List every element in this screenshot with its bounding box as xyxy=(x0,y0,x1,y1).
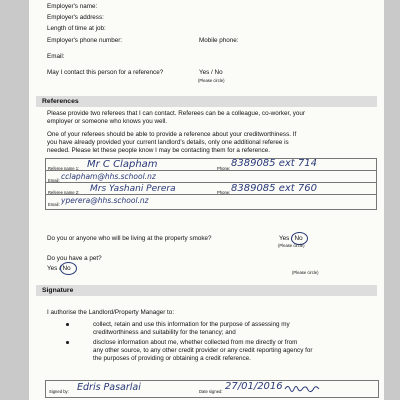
signed-by-value[interactable]: Edris Pasarlai xyxy=(77,382,141,393)
references-credit-line-2: you have already provided your current landlord's details, only one additional referee is xyxy=(47,139,289,146)
authorise-item-1-line-2: creditworthiness and suitability for the tenancy; and xyxy=(93,329,236,336)
employer-phone-label: Employer's phone number: xyxy=(47,37,123,44)
referee-2-name-label: Referee name 2: xyxy=(48,190,80,195)
employer-address-label: Employer's address: xyxy=(47,14,104,21)
authorise-item-2-line-3: the purposes of providing or obtaining a credit reference. xyxy=(93,355,251,362)
authorise-item-1-line-1: collect, retain and use this information for the purpose of assessing my xyxy=(93,321,290,328)
email-label: Email: xyxy=(47,53,65,60)
smoke-options: Yes / No xyxy=(279,235,303,242)
pet-answer-circle xyxy=(60,262,77,275)
smoke-hint: (Please circle) xyxy=(278,243,305,248)
contact-permission-options: Yes / No xyxy=(199,69,223,76)
date-signed-label: Date signed: xyxy=(199,389,223,394)
referee-row-divider xyxy=(45,182,376,183)
application-form-page xyxy=(29,0,384,400)
references-intro-line-2: employer or someone who knows you well. xyxy=(47,118,168,125)
referee-2-phone-value[interactable]: 8389085 ext 760 xyxy=(231,183,317,194)
references-section-header: References xyxy=(36,96,377,107)
referee-2-name-value[interactable]: Mrs Yashani Perera xyxy=(90,184,176,194)
referee-2-email-value[interactable]: yperera@hhs.school.nz xyxy=(61,196,149,205)
referee-1-email-value[interactable]: cclapham@hhs.school.nz xyxy=(61,172,156,181)
employer-name-label: Employer's name: xyxy=(47,3,98,10)
date-signed-value[interactable]: 27/01/2016 xyxy=(225,381,283,392)
handwritten-signature xyxy=(282,383,322,395)
pet-hint: (Please circle) xyxy=(292,270,319,275)
referee-1-email-label: Email: xyxy=(48,178,60,183)
referee-2-phone-label: Phone: xyxy=(217,190,231,195)
mobile-phone-label: Mobile phone: xyxy=(199,37,239,44)
contact-permission-hint: (Please circle) xyxy=(198,78,225,83)
referee-2-email-label: Email: xyxy=(48,202,60,207)
length-of-time-label: Length of time at job: xyxy=(47,25,106,32)
smoke-question: Do you or anyone who will be living at the property smoke? xyxy=(47,235,212,242)
referee-row-divider xyxy=(45,194,376,195)
pet-question: Do you have a pet? xyxy=(47,255,102,262)
signature-section-header: Signature xyxy=(36,285,377,296)
authorise-item-2-line-1: disclose information about me, whether collected from me directly or from xyxy=(93,339,298,346)
signed-by-label: Signed by: xyxy=(49,389,69,394)
bullet-icon xyxy=(66,323,69,326)
referee-row-divider xyxy=(45,170,376,171)
authorise-statement: I authorise the Landlord/Property Manager to: xyxy=(47,309,175,316)
referee-1-name-value[interactable]: Mr C Clapham xyxy=(87,159,158,170)
references-credit-line-1: One of your referees should be able to provide a reference about your creditworthiness. If xyxy=(47,131,297,138)
bullet-icon xyxy=(66,341,69,344)
contact-permission-question: May I contact this person for a reference? xyxy=(47,69,164,76)
referee-1-phone-label: Phone: xyxy=(217,166,231,171)
referee-1-phone-value[interactable]: 8389085 ext 714 xyxy=(231,158,317,169)
references-intro-line-1: Please provide two referees that I can contact. Referees can be a colleague, co-worker, your xyxy=(47,110,305,117)
authorise-item-2-line-2: any other source, to any other credit provider or any credit reporting agency for xyxy=(93,347,313,354)
references-credit-line-3: needed. Please let these people know I may be contacting them for a reference. xyxy=(47,147,270,154)
referee-1-name-label: Referee name 1: xyxy=(48,166,80,171)
pet-options: Yes / No xyxy=(47,265,71,272)
